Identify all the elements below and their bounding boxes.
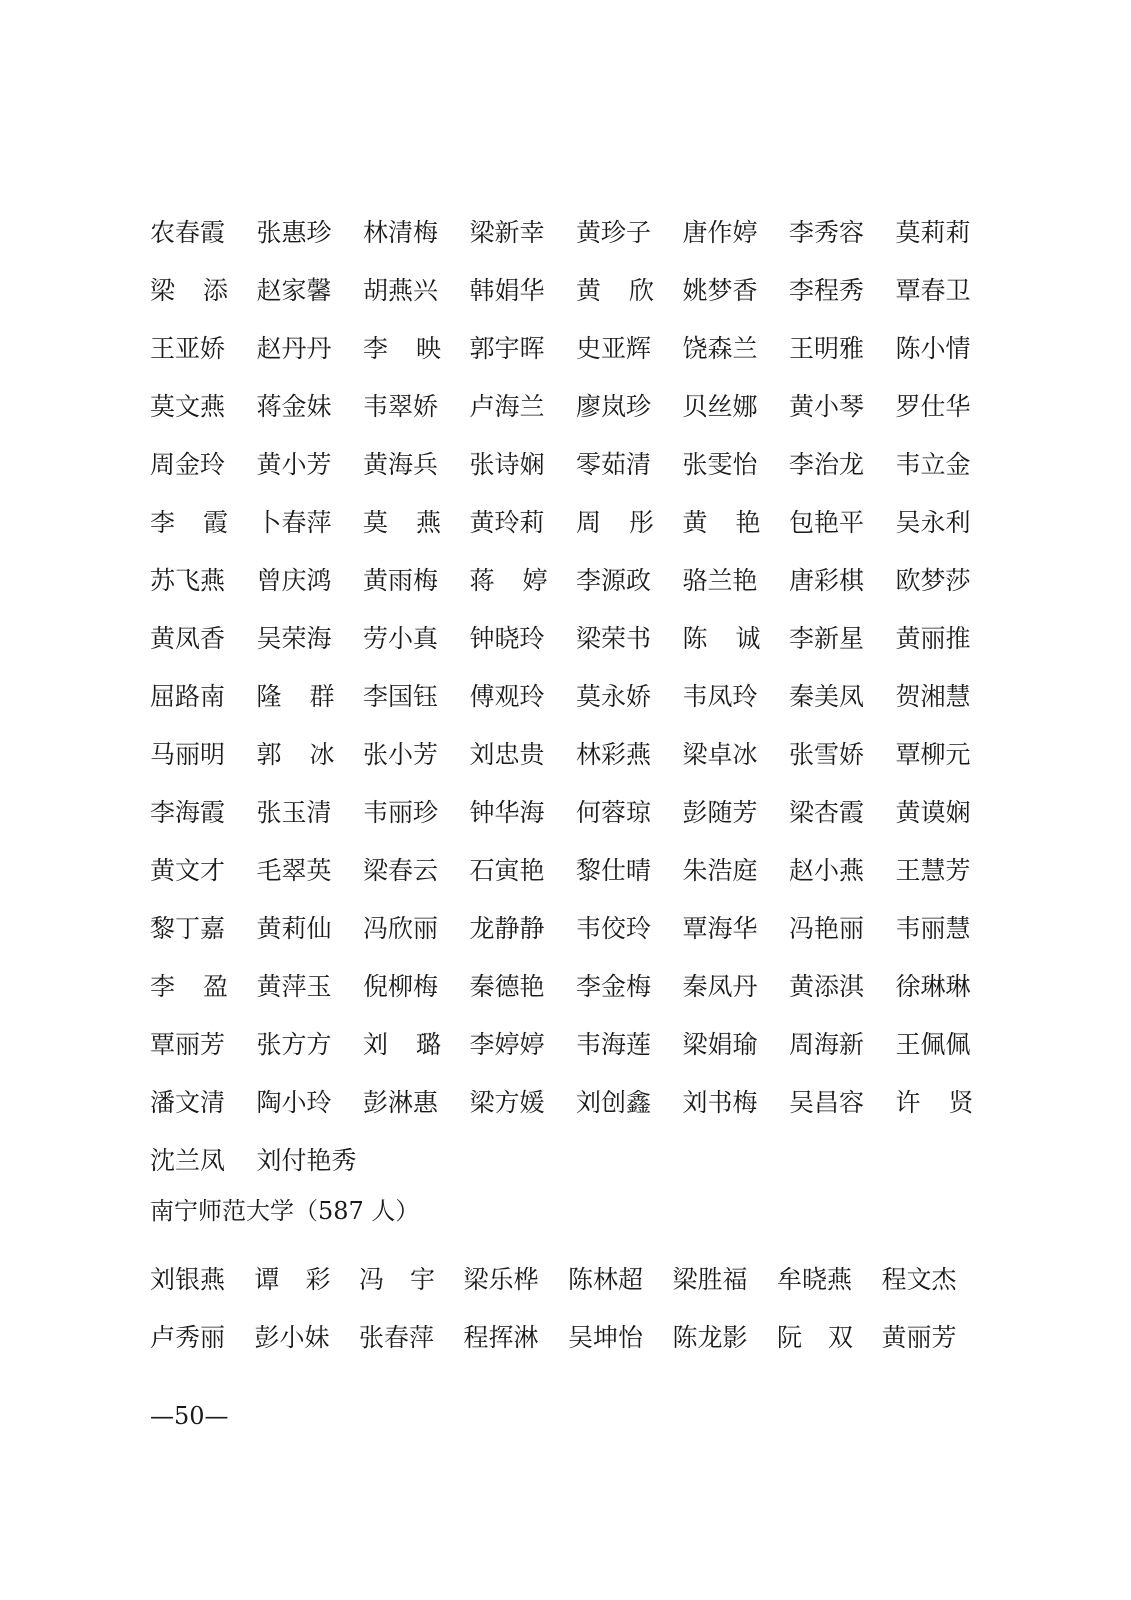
person-name: 刘付艳秀	[256, 1146, 357, 1175]
person-name: 欧梦莎	[895, 566, 971, 595]
name-row	[150, 610, 980, 668]
person-name: 梁荣书	[576, 624, 652, 653]
person-name: 黄文才	[150, 856, 226, 885]
person-name: 冯欣丽	[363, 914, 439, 943]
person-name: 李源政	[576, 566, 652, 595]
person-name: 周金玲	[150, 450, 226, 479]
person-name: 梁新幸	[469, 218, 545, 247]
person-name: 黄萍玉	[256, 972, 332, 1001]
person-name: 张春萍	[359, 1323, 435, 1352]
name-row	[150, 1309, 980, 1367]
name-row	[150, 436, 980, 494]
person-name: 史亚辉	[576, 334, 652, 363]
person-name: 赵丹丹	[256, 334, 332, 363]
person-name: 黄 欣	[576, 276, 654, 305]
person-name: 郭宇晖	[469, 334, 545, 363]
person-name: 黄莉仙	[256, 914, 332, 943]
person-name: 卢海兰	[469, 392, 545, 421]
person-name: 彭随芳	[682, 798, 758, 827]
person-name: 程挥淋	[463, 1323, 539, 1352]
person-name: 莫莉莉	[895, 218, 971, 247]
person-name: 韦丽慧	[895, 914, 971, 943]
person-name: 隆 群	[256, 682, 335, 711]
person-name: 韦凤玲	[682, 682, 758, 711]
person-name: 刘银燕	[150, 1265, 226, 1294]
person-name: 秦德艳	[469, 972, 545, 1001]
person-name: 陈林超	[568, 1265, 644, 1294]
person-name: 石寅艳	[469, 856, 545, 885]
person-name: 王佩佩	[895, 1030, 971, 1059]
person-name: 彭淋惠	[363, 1088, 439, 1117]
person-name: 毛翠英	[256, 856, 332, 885]
person-name: 黎丁嘉	[150, 914, 226, 943]
person-name: 唐作婷	[682, 218, 758, 247]
person-name: 周 彤	[576, 508, 654, 537]
person-name: 覃丽芳	[150, 1030, 226, 1059]
name-row	[150, 1132, 980, 1190]
person-name: 林彩燕	[576, 740, 652, 769]
person-name: 梁春云	[363, 856, 439, 885]
name-row	[150, 1074, 980, 1132]
person-name: 覃春卫	[895, 276, 971, 305]
person-name: 卜春萍	[256, 508, 332, 537]
person-name: 饶森兰	[682, 334, 758, 363]
person-name: 李海霞	[150, 798, 226, 827]
person-name: 零茹清	[576, 450, 652, 479]
person-name: 黄玲莉	[469, 508, 545, 537]
person-name: 唐彩棋	[789, 566, 865, 595]
person-name: 程文杰	[881, 1265, 957, 1294]
person-name: 黎仕晴	[576, 856, 652, 885]
person-name: 劳小真	[363, 624, 439, 653]
person-name: 陈龙影	[672, 1323, 748, 1352]
person-name: 冯艳丽	[789, 914, 865, 943]
person-name: 王亚娇	[150, 334, 226, 363]
person-name: 梁方媛	[469, 1088, 545, 1117]
person-name: 韦海莲	[576, 1030, 652, 1059]
person-name: 黄 艳	[682, 508, 761, 537]
person-name: 吴坤怡	[568, 1323, 644, 1352]
person-name: 姚梦香	[682, 276, 758, 305]
person-name: 钟华海	[469, 798, 545, 827]
person-name: 李国钰	[363, 682, 439, 711]
person-name: 傅观玲	[469, 682, 545, 711]
person-name: 潘文清	[150, 1088, 226, 1117]
person-name: 张雪娇	[789, 740, 865, 769]
person-name: 蒋金妹	[256, 392, 332, 421]
person-name: 莫文燕	[150, 392, 226, 421]
name-list-block	[150, 204, 980, 1190]
person-name: 曾庆鸿	[256, 566, 332, 595]
person-name: 李程秀	[789, 276, 865, 305]
person-name: 覃海华	[682, 914, 758, 943]
person-name: 胡燕兴	[363, 276, 439, 305]
person-name: 张惠珍	[256, 218, 332, 247]
person-name: 黄添淇	[789, 972, 865, 1001]
person-name: 黄雨梅	[363, 566, 439, 595]
person-name: 贺湘慧	[895, 682, 971, 711]
person-name: 张雯怡	[682, 450, 758, 479]
page-number: —50—	[150, 1402, 229, 1430]
person-name: 吴荣海	[256, 624, 332, 653]
person-name: 韦立金	[895, 450, 971, 479]
name-row	[150, 320, 980, 378]
person-name: 冯 宇	[359, 1265, 435, 1294]
person-name: 林清梅	[363, 218, 439, 247]
person-name: 吴昌容	[789, 1088, 865, 1117]
person-name: 马丽明	[150, 740, 226, 769]
person-name: 张玉清	[256, 798, 332, 827]
person-name: 梁杏霞	[789, 798, 865, 827]
name-row	[150, 900, 980, 958]
person-name: 梁 添	[150, 276, 228, 305]
name-row	[150, 1016, 980, 1074]
name-row	[150, 958, 980, 1016]
person-name: 沈兰凤	[150, 1146, 226, 1175]
person-name: 梁胜福	[672, 1265, 748, 1294]
person-name: 李 映	[363, 334, 441, 363]
person-name: 苏飞燕	[150, 566, 226, 595]
person-name: 龙静静	[469, 914, 545, 943]
person-name: 许 贤	[895, 1088, 974, 1117]
person-name: 梁娟瑜	[682, 1030, 758, 1059]
name-row	[150, 552, 980, 610]
person-name: 屈路南	[150, 682, 226, 711]
name-row	[150, 204, 980, 262]
person-name: 贝丝娜	[682, 392, 758, 421]
person-name: 陶小玲	[256, 1088, 332, 1117]
person-name: 黄丽芳	[881, 1323, 957, 1352]
person-name: 李 霞	[150, 508, 228, 537]
person-name: 韦佼玲	[576, 914, 652, 943]
person-name: 王明雅	[789, 334, 865, 363]
section-heading: 南宁师范大学（587 人）	[150, 1197, 420, 1225]
person-name: 彭小妹	[254, 1323, 330, 1352]
person-name: 张小芳	[363, 740, 439, 769]
name-row	[150, 842, 980, 900]
person-name: 朱浩庭	[682, 856, 758, 885]
person-name: 李新星	[789, 624, 865, 653]
person-name: 刘创鑫	[576, 1088, 652, 1117]
name-row	[150, 494, 980, 552]
person-name: 卢秀丽	[150, 1323, 226, 1352]
person-name: 莫永娇	[576, 682, 652, 711]
person-name: 郭 冰	[256, 740, 335, 769]
person-name: 黄丽推	[895, 624, 971, 653]
person-name: 赵家馨	[256, 276, 332, 305]
person-name: 覃柳元	[895, 740, 971, 769]
person-name: 李治龙	[789, 450, 865, 479]
person-name: 陈 诚	[682, 624, 761, 653]
person-name: 刘 璐	[363, 1030, 441, 1059]
person-name: 廖岚珍	[576, 392, 652, 421]
person-name: 黄小芳	[256, 450, 332, 479]
person-name: 吴永利	[895, 508, 971, 537]
person-name: 农春霞	[150, 218, 226, 247]
name-row	[150, 668, 980, 726]
person-name: 何蓉琼	[576, 798, 652, 827]
person-name: 钟晓玲	[469, 624, 545, 653]
person-name: 王慧芳	[895, 856, 971, 885]
person-name: 骆兰艳	[682, 566, 758, 595]
name-row	[150, 726, 980, 784]
person-name: 梁乐桦	[463, 1265, 539, 1294]
person-name: 徐琳琳	[895, 972, 971, 1001]
name-list-block-nanning-normal-university	[150, 1251, 980, 1367]
person-name: 秦美凤	[789, 682, 865, 711]
person-name: 梁卓冰	[682, 740, 758, 769]
person-name: 莫 燕	[363, 508, 441, 537]
person-name: 黄凤香	[150, 624, 226, 653]
person-name: 秦凤丹	[682, 972, 758, 1001]
person-name: 刘书梅	[682, 1088, 758, 1117]
name-row	[150, 262, 980, 320]
person-name: 谭 彩	[254, 1265, 331, 1294]
person-name: 蒋 婷	[469, 566, 548, 595]
person-name: 刘忠贵	[469, 740, 545, 769]
name-row	[150, 378, 980, 436]
person-name: 李婷婷	[469, 1030, 545, 1059]
person-name: 赵小燕	[789, 856, 865, 885]
person-name: 阮 双	[777, 1323, 853, 1352]
person-name: 罗仕华	[895, 392, 971, 421]
person-name: 包艳平	[789, 508, 865, 537]
person-name: 李金梅	[576, 972, 652, 1001]
person-name: 黄小琴	[789, 392, 865, 421]
person-name: 牟晓燕	[777, 1265, 853, 1294]
person-name: 张方方	[256, 1030, 332, 1059]
name-row	[150, 1251, 980, 1309]
person-name: 李 盈	[150, 972, 228, 1001]
person-name: 倪柳梅	[363, 972, 439, 1001]
person-name: 韩娟华	[469, 276, 545, 305]
person-name: 韦翠娇	[363, 392, 439, 421]
person-name: 黄珍子	[576, 218, 652, 247]
person-name: 黄海兵	[363, 450, 439, 479]
person-name: 韦丽珍	[363, 798, 439, 827]
person-name: 陈小情	[895, 334, 971, 363]
person-name: 周海新	[789, 1030, 865, 1059]
person-name: 黄谟娴	[895, 798, 971, 827]
person-name: 李秀容	[789, 218, 865, 247]
person-name: 张诗娴	[469, 450, 545, 479]
name-row	[150, 784, 980, 842]
